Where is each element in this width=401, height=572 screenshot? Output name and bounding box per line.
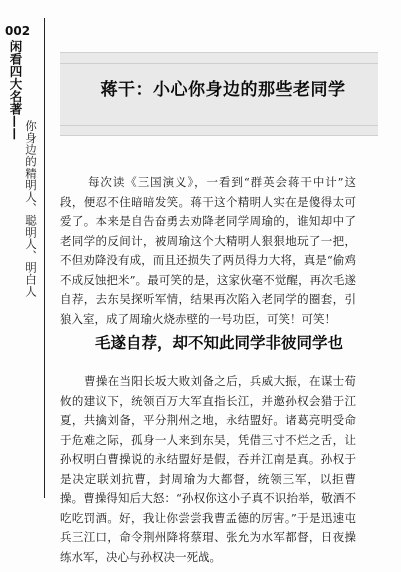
banner-stripe-top bbox=[60, 63, 378, 64]
margin-rule bbox=[44, 18, 45, 498]
banner-stripe-bottom bbox=[60, 125, 378, 126]
page-number: 002 bbox=[5, 24, 31, 38]
subheading: 毛遂自荐，却不知此同学非彼同学也 bbox=[94, 334, 343, 352]
title-banner bbox=[60, 52, 378, 136]
section-title: 蒋干：小心你身边的那些老同学 bbox=[100, 80, 346, 100]
body-paragraph-2: 曹操在当阳长坂大败刘备之后，兵威大振，在谋士荀攸的建议下，统领百万大军直指长江，并邀孙权会猎于江夏，共擒刘备，平分荆州之地，永结盟好。诸葛亮明受命于危难之际，孤身一人来到东吴，凭借三寸不烂之舌，让孙权明白曹操说的永结盟好是假，吞并江南是真。孙权于是决定联刘抗曹，封周瑜为大都督，统领三军，以拒曹操。曹操得知后大怒：“孙权你这小子真不识抬举，敬酒不吃吃罚酒。好，我让你尝尝我曹孟德的厉害。”于是迅速屯兵三江口，命令荆州降将蔡瑁、张允为水军都督，日夜操练水军，决心与孙权决一死战。 bbox=[60, 374, 356, 564]
series-title: 闲看四大名著—— bbox=[8, 40, 23, 140]
running-chapter-title: 你身边的精明人、聪明人、明白人 bbox=[24, 120, 38, 297]
body-paragraph-1: 每次读《三国演义》，一看到“群英会蒋干中计”这段，便忍不住暗暗发笑。蒋干这个精明人实在是傻得太可爱了。本来是自告奋勇去劝降老同学周瑜的，谁知却中了老同学的反间计，被周瑜这个大精明人狠狠地玩了一把，不但劝降没有成，而且还损失了两员得力大将，真是“偷鸡不成反蚀把米”。最可笑的是，这家伙毫不觉醒，再次毛遂自荐，去东吴探听军情，结果再次陷入老同学的圈套，引狼入室，成了周瑜火烧赤壁的一号功臣，可笑！可笑！ bbox=[60, 175, 356, 326]
